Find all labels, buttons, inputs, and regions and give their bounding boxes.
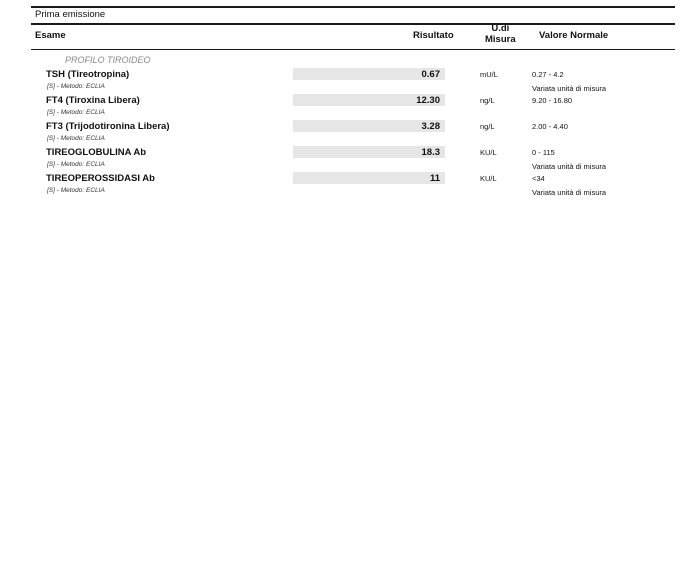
exam-method: [S] - Metodo: ECLIA <box>47 135 105 142</box>
top-rule <box>31 6 675 8</box>
column-header-normal-value: Valore Normale <box>539 30 609 41</box>
table-row <box>0 95 700 121</box>
exam-method: [S] - Metodo: ECLIA <box>47 187 105 194</box>
normal-note: Variata unità di misura <box>532 84 607 93</box>
column-header-unit-line2: Misura <box>485 34 516 45</box>
exam-name: FT3 (Trijodotironina Libera) <box>46 121 170 132</box>
result-box <box>293 94 445 106</box>
emission-label: Prima emissione <box>35 9 106 20</box>
unit: ng/L <box>480 96 495 105</box>
header-bottom-rule <box>31 49 675 50</box>
table-row <box>0 173 700 199</box>
column-header-result: Risultato <box>413 30 454 41</box>
normal-note: Variata unità di misura <box>532 188 607 197</box>
exam-name: TIREOGLOBULINA Ab <box>46 147 147 158</box>
column-header-unit-line1: U.di <box>491 23 510 34</box>
result-value: 3.28 <box>421 121 440 132</box>
exam-method: [S] - Metodo: ECLIA <box>47 83 105 90</box>
exam-method: [S] - Metodo: ECLIA <box>47 161 105 168</box>
normal-value: <34 <box>532 174 545 183</box>
unit: KU/L <box>480 174 497 183</box>
unit: mU/L <box>480 70 498 79</box>
normal-value: 0.27 - 4.2 <box>532 70 564 79</box>
column-header-unit <box>485 23 516 45</box>
exam-name: TIREOPEROSSIDASI Ab <box>46 173 155 184</box>
table-row <box>0 147 700 173</box>
result-value: 18.3 <box>421 147 440 158</box>
normal-value: 9.20 - 16.80 <box>532 96 573 105</box>
result-value: 12.30 <box>416 95 440 106</box>
result-value: 11 <box>429 173 440 184</box>
exam-name: TSH (Tireotropina) <box>46 69 130 80</box>
result-box <box>293 172 445 184</box>
result-value: 0.67 <box>421 69 440 80</box>
header-top-rule <box>31 23 675 25</box>
normal-value: 0 - 115 <box>532 148 555 157</box>
unit: KU/L <box>480 148 497 157</box>
result-box <box>293 68 445 80</box>
normal-note: Variata unità di misura <box>532 162 607 171</box>
exam-name: FT4 (Tiroxina Libera) <box>46 95 140 106</box>
table-row <box>0 69 700 95</box>
result-box <box>293 120 445 132</box>
table-row <box>0 121 700 147</box>
normal-value: 2.00 - 4.40 <box>532 122 568 131</box>
exam-method: [S] - Metodo: ECLIA <box>47 109 105 116</box>
section-title: PROFILO TIROIDEO <box>65 55 151 65</box>
unit: ng/L <box>480 122 495 131</box>
result-box <box>293 146 445 158</box>
column-header-exam: Esame <box>35 30 66 41</box>
